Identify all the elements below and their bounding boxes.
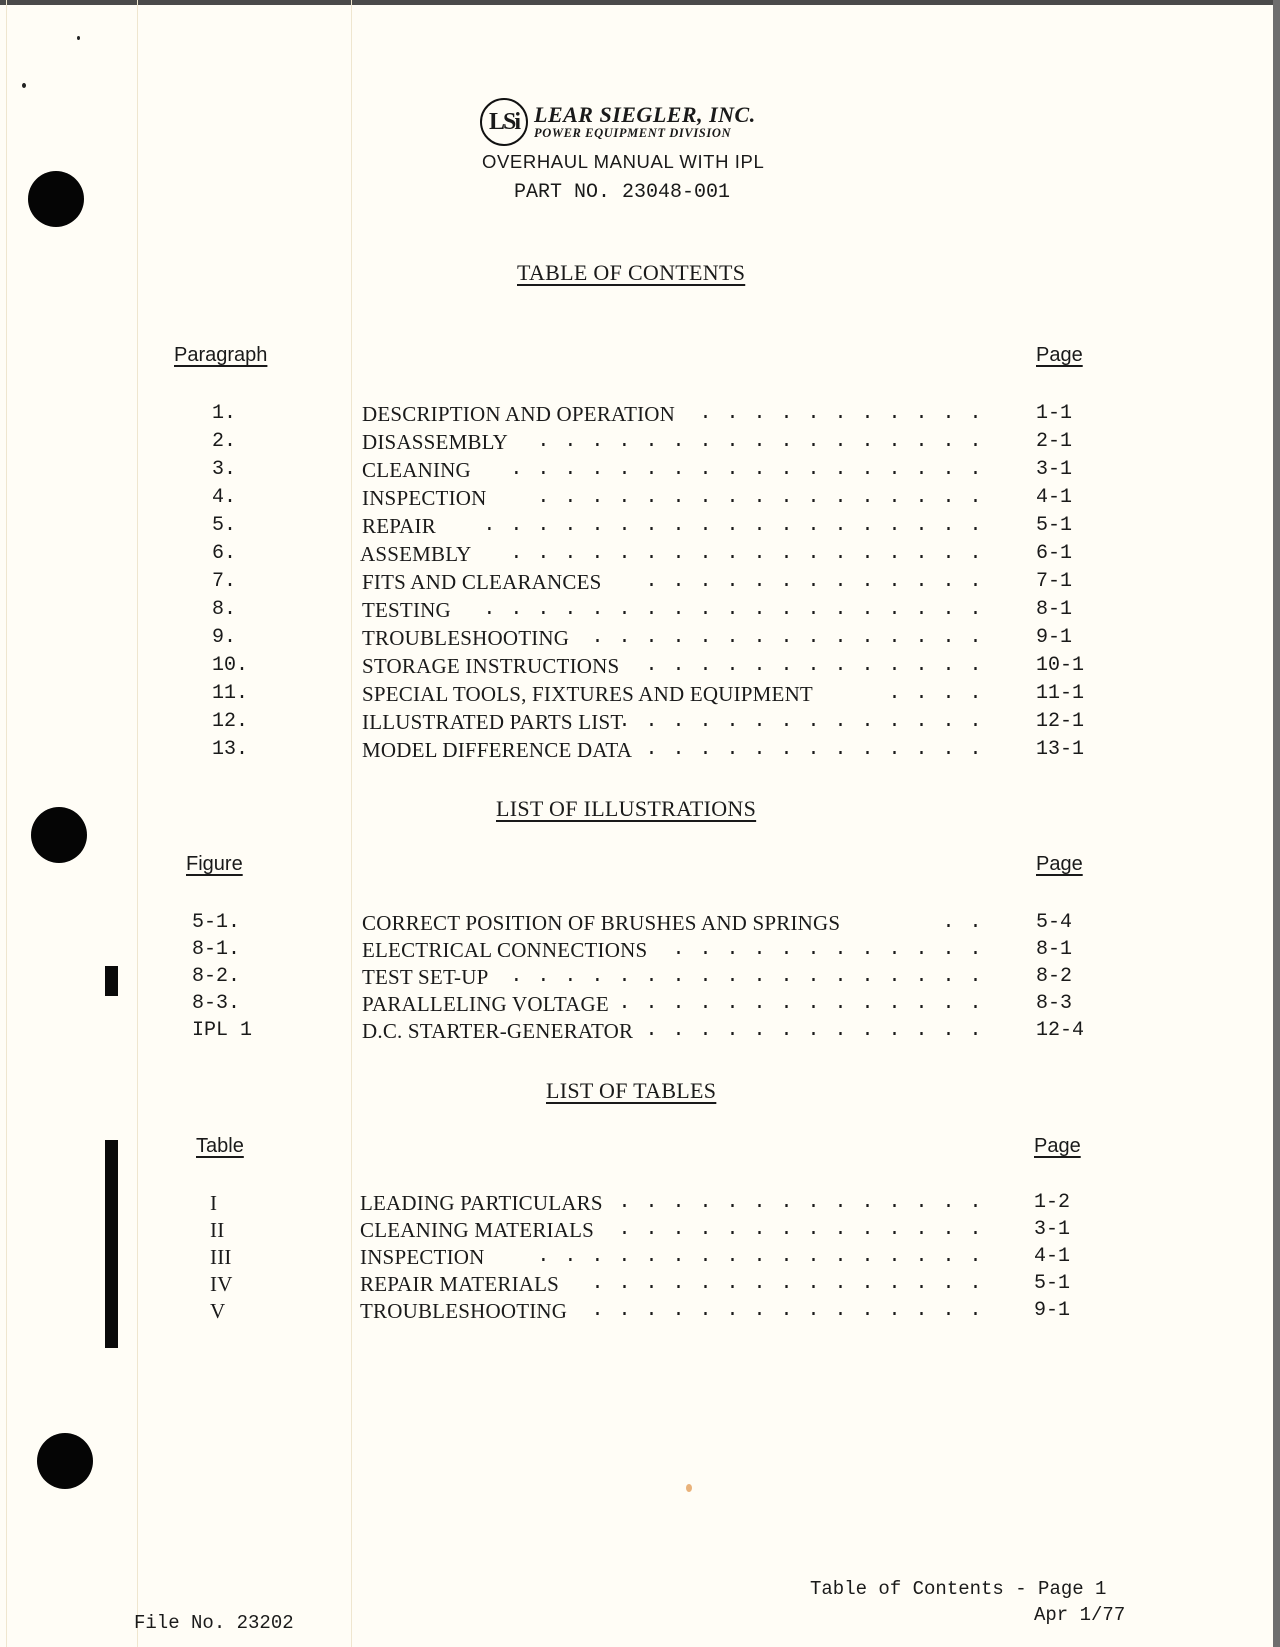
toc-col-paragraph: Paragraph <box>174 344 268 366</box>
toc-row[interactable]: 7. FITS AND CLEARANCES . . . . . . . . . . . . . 7-1 <box>212 570 1073 594</box>
scan-speck <box>686 1484 692 1492</box>
tables-col-page: Page <box>1034 1135 1081 1157</box>
tables-heading: LIST OF TABLES <box>546 1078 717 1103</box>
toc-row[interactable]: 9. TROUBLESHOOTING . . . . . . . . . . . . . . . 9-1 <box>212 626 1073 650</box>
punch-hole <box>31 807 87 863</box>
toc-row[interactable]: 1. DESCRIPTION AND OPERATION . . . . . . . . . . . 1-1 <box>212 402 1073 426</box>
illustration-row[interactable]: 8-3. PARALLELING VOLTAGE . . . . . . . . . . . . . . 8-3 <box>192 992 1073 1016</box>
table-row[interactable]: IV REPAIR MATERIALS . . . . . . . . . . . . . . . 5-1 <box>210 1272 1071 1296</box>
toc-row[interactable]: 2. DISASSEMBLY . . . . . . . . . . . . . . . . . 2-1 <box>212 430 1073 454</box>
lsi-logo-icon: LSi <box>480 98 528 146</box>
revision-date: Apr 1/77 <box>1034 1604 1126 1626</box>
table-row[interactable]: I LEADING PARTICULARS . . . . . . . . . . . . . . 1-2 <box>210 1191 1071 1215</box>
toc-row[interactable]: 8. TESTING . . . . . . . . . . . . . . . . . . . 8-1 <box>212 598 1073 622</box>
toc-row[interactable]: 13. MODEL DIFFERENCE DATA . . . . . . . . . . . . . 13-1 <box>212 738 1085 762</box>
page-crease <box>137 0 138 1647</box>
illustrations-col-page: Page <box>1036 853 1083 875</box>
toc-col-page: Page <box>1036 344 1083 366</box>
punch-hole <box>28 171 84 227</box>
manual-title: OVERHAUL MANUAL WITH IPL <box>482 151 765 172</box>
illustration-row[interactable]: 5-1. CORRECT POSITION OF BRUSHES AND SPRINGS . . 5-4 <box>192 911 1073 935</box>
table-row[interactable]: II CLEANING MATERIALS . . . . . . . . . . . . . . 3-1 <box>210 1218 1071 1242</box>
page-crease <box>351 0 352 1647</box>
illustrations-col-figure: Figure <box>186 853 243 875</box>
page-label: Table of Contents - Page 1 <box>810 1578 1107 1600</box>
illustrations-heading: LIST OF ILLUSTRATIONS <box>496 796 757 821</box>
illustration-row[interactable]: IPL 1 D.C. STARTER-GENERATOR . . . . . . . . . . . . . 12-4 <box>192 1019 1085 1043</box>
table-row[interactable]: V TROUBLESHOOTING . . . . . . . . . . . . . . . 9-1 <box>210 1299 1071 1323</box>
toc-row[interactable]: 5. REPAIR . . . . . . . . . . . . . . . . . . . 5-1 <box>212 514 1073 538</box>
scan-top-edge <box>0 0 1273 5</box>
division-name: POWER EQUIPMENT DIVISION <box>534 126 732 141</box>
illustration-row[interactable]: 8-1. ELECTRICAL CONNECTIONS . . . . . . . . . . . . 8-1 <box>192 938 1073 962</box>
toc-heading: TABLE OF CONTENTS <box>517 260 746 285</box>
file-number: File No. 23202 <box>134 1612 294 1634</box>
company-name: LEAR SIEGLER, INC. <box>534 102 756 128</box>
part-number: PART NO. 23048-001 <box>514 181 731 204</box>
company-logo <box>480 96 756 148</box>
toc-row[interactable]: 6. ASSEMBLY . . . . . . . . . . . . . . . . . . 6-1 <box>212 542 1073 566</box>
toc-row[interactable]: 11. SPECIAL TOOLS, FIXTURES AND EQUIPMENT . . . . 11-1 <box>212 682 1085 706</box>
toc-row[interactable]: 3. CLEANING . . . . . . . . . . . . . . . . . . 3-1 <box>212 458 1073 482</box>
page-crease <box>6 0 7 1647</box>
punch-hole <box>37 1433 93 1489</box>
toc-row[interactable]: 12. ILLUSTRATED PARTS LIST . . . . . . . . . . . . . . 12-1 <box>212 710 1085 734</box>
scan-speck <box>22 83 26 88</box>
toc-row[interactable]: 10. STORAGE INSTRUCTIONS . . . . . . . . . . . . . 10-1 <box>212 654 1085 678</box>
tables-col-table: Table <box>196 1135 244 1157</box>
table-row[interactable]: III INSPECTION . . . . . . . . . . . . . . . . . 4-1 <box>210 1245 1071 1269</box>
toc-row[interactable]: 4. INSPECTION . . . . . . . . . . . . . . . . . 4-1 <box>212 486 1073 510</box>
illustration-row[interactable]: 8-2. TEST SET-UP . . . . . . . . . . . . . . . . . . 8-2 <box>192 965 1073 989</box>
scan-speck <box>77 36 80 40</box>
